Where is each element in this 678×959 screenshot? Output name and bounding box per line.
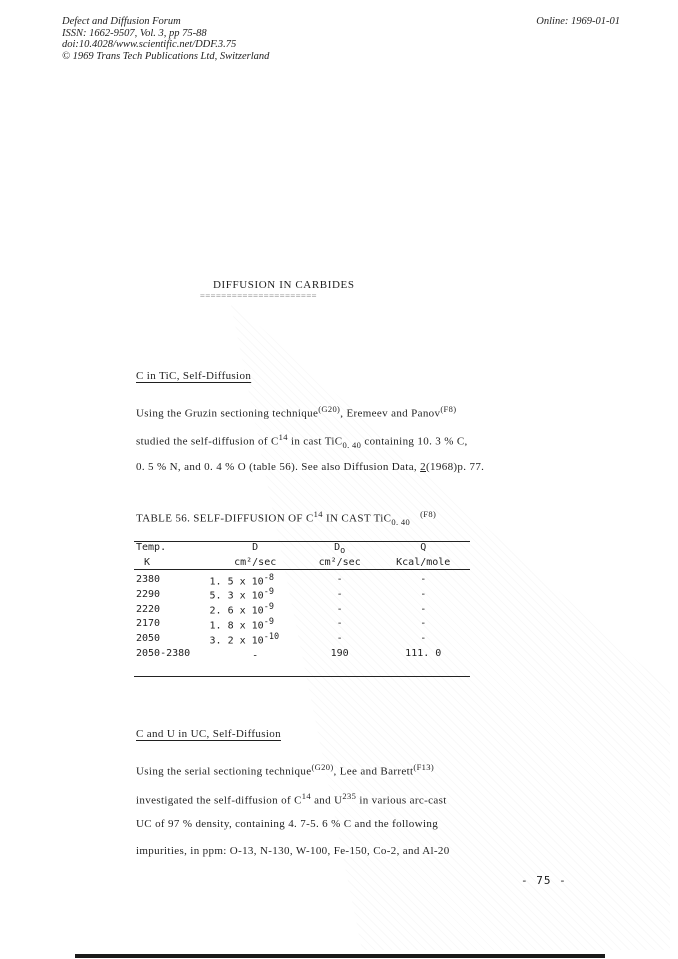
table-row <box>134 662 470 676</box>
table-row <box>134 647 470 662</box>
d-mantissa: 5. 3 x 10 <box>209 590 264 602</box>
cell-d <box>204 602 303 617</box>
bottom-divider <box>75 954 605 958</box>
copyright-line: © 1969 Trans Tech Publications Ltd, Switzerland <box>62 50 270 62</box>
d-exponent: -9 <box>263 602 274 613</box>
reference-citation: (G20) <box>318 404 341 414</box>
paragraph-line: impurities, in ppm: O-13, N-130, W-100, Fe-150, Co-2, and Al-20 <box>136 845 450 857</box>
cell-q: - <box>420 588 427 600</box>
d-mantissa: 1. 8 x 10 <box>209 620 264 632</box>
header-text: D <box>334 542 341 553</box>
cell-d <box>204 587 303 602</box>
cell-d0: - <box>336 573 343 585</box>
section-heading-uc: C and U in UC, Self-Diffusion <box>136 728 281 740</box>
superscript: 235 <box>342 791 357 801</box>
d-mantissa: 1. 5 x 10 <box>209 575 264 587</box>
cell-q: 111. 0 <box>405 648 442 660</box>
online-date: Online: 1969-01-01 <box>536 16 620 27</box>
section-heading-tic: C in TiC, Self-Diffusion <box>136 370 252 382</box>
column-header: Temp. <box>136 542 167 553</box>
d-exponent: -9 <box>263 617 274 628</box>
reference-citation: (F8) <box>440 404 457 414</box>
caption-text: IN CAST TiC <box>322 512 392 525</box>
text-span: in cast TiC <box>287 435 343 448</box>
cell-temp: 2290 <box>136 588 161 600</box>
cell-temp: 2050 <box>136 633 161 645</box>
table-row <box>134 632 470 647</box>
cell-d <box>204 647 303 662</box>
superscript: 14 <box>301 791 311 801</box>
journal-name: Defect and Diffusion Forum <box>62 16 181 27</box>
volume-number: 2 <box>420 461 426 473</box>
page-number: - 75 - <box>521 874 567 887</box>
paragraph-line <box>136 762 434 778</box>
column-header: D <box>252 542 259 553</box>
d-exponent: -8 <box>263 572 274 583</box>
column-header <box>303 542 377 557</box>
cell-d <box>204 632 303 647</box>
text-span: studied the self-diffusion of C <box>136 435 279 448</box>
table-row <box>134 587 470 602</box>
reference-citation: (G20) <box>311 762 334 772</box>
d-mantissa: 3. 2 x 10 <box>209 635 264 647</box>
subscript: 0. 40 <box>342 439 362 450</box>
table-row <box>134 602 470 617</box>
cell-d0: - <box>336 633 343 645</box>
text-span: 0. 5 % N, and 0. 4 % O (table 56). See also Diffusion Data, <box>136 461 421 473</box>
paragraph-line <box>136 461 484 473</box>
page-title: DIFFUSION IN CARBIDES <box>213 279 355 291</box>
superscript: 14 <box>278 432 288 442</box>
cell-d <box>204 573 303 588</box>
cell-q: - <box>420 603 427 615</box>
text-span: containing 10. 3 % C, <box>361 435 468 448</box>
text-span: and U <box>310 794 343 807</box>
text-span: Using the serial sectioning technique <box>136 765 312 778</box>
cell-q: - <box>420 573 427 585</box>
cell-d0: - <box>336 588 343 600</box>
d-mantissa: 2. 6 x 10 <box>209 605 264 617</box>
cell-temp: 2380 <box>136 573 161 585</box>
cell-d <box>204 617 303 632</box>
paragraph-line <box>136 791 447 807</box>
d-exponent: -9 <box>263 587 274 598</box>
subscript: o <box>340 546 346 556</box>
data-table <box>134 541 470 677</box>
subscript: 0. 40 <box>391 516 411 527</box>
cell-q: - <box>420 618 427 630</box>
caption-text: TABLE 56. SELF-DIFFUSION OF C <box>136 512 314 525</box>
cell-temp: 2050-2380 <box>136 648 191 660</box>
table-row <box>134 617 470 632</box>
superscript: 14 <box>313 509 323 519</box>
paragraph-line <box>136 432 468 450</box>
table-caption <box>136 509 436 527</box>
column-unit: Kcal/mole <box>376 557 470 570</box>
cell-q: - <box>420 633 427 645</box>
text-span: in various arc-cast <box>356 794 447 807</box>
text-span: Using the Gruzin sectioning technique <box>136 407 319 420</box>
text-span: , Eremeev and Panov <box>340 407 441 420</box>
column-unit: K <box>134 557 204 570</box>
text-span: (1968)p. 77. <box>426 461 485 473</box>
column-unit: cm²/sec <box>204 557 303 570</box>
paragraph-line <box>136 404 456 420</box>
cell-temp: 2170 <box>136 618 161 630</box>
journal-header <box>62 16 269 62</box>
d-exponent: -10 <box>263 632 280 643</box>
reference-citation: (F8) <box>420 509 437 519</box>
cell-d0: 190 <box>330 648 349 660</box>
cell-d0: - <box>336 618 343 630</box>
reference-citation: (F13) <box>413 762 435 772</box>
text-span: investigated the self-diffusion of C <box>136 794 302 807</box>
column-header: Q <box>420 542 427 553</box>
d-mantissa: - <box>252 650 259 662</box>
cell-temp: 2220 <box>136 603 161 615</box>
paragraph-line: UC of 97 % density, containing 4. 7-5. 6 % C and the following <box>136 818 439 830</box>
column-unit: cm²/sec <box>303 557 377 570</box>
cell-d0: - <box>336 603 343 615</box>
title-double-underline: ====================== <box>200 291 317 300</box>
table-row <box>134 573 470 588</box>
doi-line[interactable]: doi:10.4028/www.scientific.net/DDF.3.75 <box>62 39 237 50</box>
text-span: , Lee and Barrett <box>333 765 414 778</box>
issn-line: ISSN: 1662-9507, Vol. 3, pp 75-88 <box>62 27 207 39</box>
